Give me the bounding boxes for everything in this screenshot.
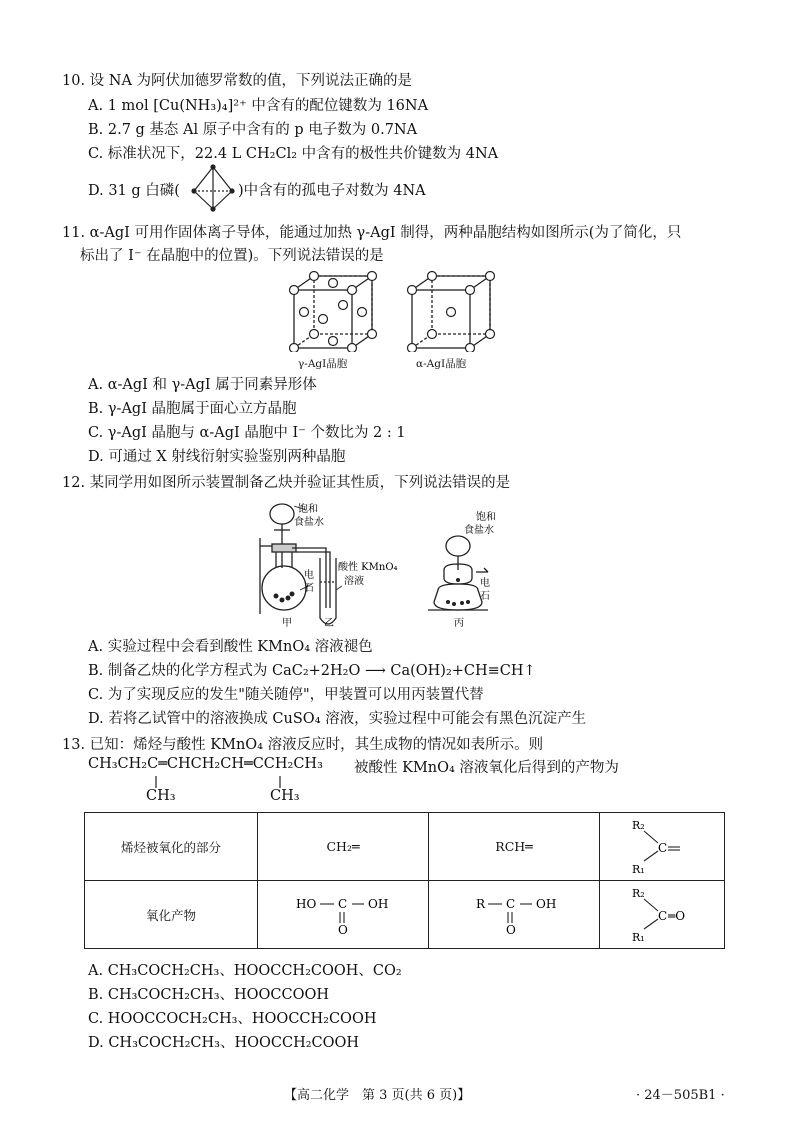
gamma-agi-caption: γ-AgI晶胞 [298, 358, 348, 370]
label-carbide-1: 电 [304, 570, 314, 581]
carbonic-oh: OH [368, 897, 389, 911]
ketone-r2: R₂ [632, 887, 645, 900]
footer-code: · 24－505B1 · [636, 1088, 725, 1103]
carbonic-acid-structure [288, 888, 398, 938]
table-row2-head: 氧化产物 [85, 881, 258, 949]
label-yi: 乙 [324, 618, 334, 629]
label-carbide-3: 电 [480, 578, 490, 589]
q10-option-d-part2: )中含有的孤电子对数为 4NA [238, 183, 426, 199]
gamma-agi-cell-diagram [288, 270, 388, 352]
q13-option-d: D. CH₃COCH₂CH₃、HOOCCH₂COOH [88, 1035, 360, 1051]
label-brine-2: 食盐水 [294, 517, 324, 528]
q12-option-b: B. 制备乙炔的化学方程式为 CaC₂+2H₂O ⟶ Ca(OH)₂+CH≡CH↑ [88, 663, 536, 679]
oxidation-table [84, 812, 725, 949]
q10-option-b: B. 2.7 g 基态 Al 原子中含有的 p 电子数为 0.7NA [88, 122, 418, 138]
label-brine-4: 食盐水 [464, 525, 494, 536]
q11-option-d: D. 可通过 X 射线衍射实验鉴别两种晶胞 [88, 449, 346, 465]
q13-option-a: A. CH₃COCH₂CH₃、HOOCCH₂COOH、CO₂ [88, 963, 402, 979]
white-phosphorus-tetrahedron-icon [188, 163, 238, 215]
label-kmno4-1: 酸性 KMnO₄ [338, 562, 398, 573]
q13-option-c: C. HOOCCOCH₂CH₃、HOOCCH₂COOH [88, 1011, 377, 1027]
q11-option-a: A. α-AgI 和 γ-AgI 属于同素异形体 [88, 377, 317, 393]
q12-option-c: C. 为了实现反应的发生"随关随停"，甲装置可以用丙装置代替 [88, 687, 484, 703]
acid-oh: OH [536, 897, 557, 911]
r1r2c-structure [622, 815, 702, 875]
table-row2-ketone [600, 881, 725, 949]
q12-option-a: A. 实验过程中会看到酸性 KMnO₄ 溶液褪色 [88, 639, 373, 655]
q11-stem-line1: 11. α-AgI 可用作固体离子导体，能通过加热 γ-AgI 制得，两种晶胞结构如图所示(为了简化，只 [62, 225, 682, 241]
label-bing: 丙 [454, 618, 464, 629]
table-row2-acid [429, 881, 600, 949]
acetylene-apparatus-diagram [258, 498, 498, 630]
carbonic-ho: HO [296, 897, 317, 911]
carbonic-c: C [338, 897, 348, 911]
q13-formula-tail: 被酸性 KMnO₄ 溶液氧化后得到的产物为 [354, 760, 619, 776]
r1r2c-r2: R₂ [632, 819, 645, 832]
q12-option-d: D. 若将乙试管中的溶液换成 CuSO₄ 溶液，实验过程中可能会有黑色沉淀产生 [88, 711, 587, 727]
q10-option-d-part1: D. 31 g 白磷( [88, 183, 180, 199]
label-brine-3: 饱和 [476, 512, 496, 523]
q10-option-a: A. 1 mol [Cu(NH₃)₄]²⁺ 中含有的配位键数为 16NA [88, 98, 429, 114]
r1r2c-c: C [658, 841, 668, 855]
table-row1-rch: RCH═ [429, 813, 600, 881]
alpha-agi-caption: α-AgI晶胞 [416, 358, 467, 370]
alpha-agi-cell-diagram [406, 270, 506, 352]
label-kmno4-2: 溶液 [344, 576, 364, 587]
q10-stem: 10. 设 NA 为阿伏加德罗常数的值，下列说法正确的是 [62, 73, 413, 89]
ketone-eqo: ═O [668, 909, 686, 923]
ketone-c: C [658, 909, 668, 923]
ketone-r1: R₁ [632, 931, 645, 943]
label-carbide-2: 石 [304, 583, 314, 594]
ketone-structure [622, 883, 702, 943]
q11-stem-line2: 标出了 I⁻ 在晶胞中的位置)。下列说法错误的是 [80, 248, 384, 264]
footer-page-info: 【高二化学 第 3 页(共 6 页)】 [284, 1088, 471, 1103]
table-row1-ch2: CH₂═ [258, 813, 429, 881]
carbonic-o: O [338, 923, 348, 937]
acid-r: R [476, 897, 486, 911]
q13-ch3-b: CH₃ [270, 788, 300, 804]
acid-c: C [506, 897, 516, 911]
q13-formula: CH₃CH₂C═CHCH₂CH═CCH₂CH₃ [88, 756, 323, 772]
table-row1-head: 烯烃被氧化的部分 [85, 813, 258, 881]
label-carbide-4: 石 [480, 591, 490, 602]
label-brine-1: 饱和 [298, 504, 318, 515]
label-jia: 甲 [282, 618, 292, 629]
q11-option-b: B. γ-AgI 晶胞属于面心立方晶胞 [88, 401, 297, 417]
carboxylic-acid-structure [464, 888, 564, 938]
q13-option-b: B. CH₃COCH₂CH₃、HOOCCOOH [88, 987, 330, 1003]
q13-ch3-a: CH₃ [146, 788, 176, 804]
q12-stem: 12. 某同学用如图所示装置制备乙炔并验证其性质，下列说法错误的是 [62, 475, 511, 491]
q10-option-c: C. 标准状况下，22.4 L CH₂Cl₂ 中含有的极性共价键数为 4NA [88, 146, 499, 162]
q13-stem-line1: 13. 已知：烯烃与酸性 KMnO₄ 溶液反应时，其生成物的情况如表所示。则 [62, 737, 544, 753]
table-row1-r1r2c [600, 813, 725, 881]
r1r2c-r1: R₁ [632, 863, 645, 875]
q11-option-c: C. γ-AgI 晶胞与 α-AgI 晶胞中 I⁻ 个数比为 2 : 1 [88, 425, 406, 441]
acid-o: O [506, 923, 516, 937]
table-row2-carbonic [258, 881, 429, 949]
